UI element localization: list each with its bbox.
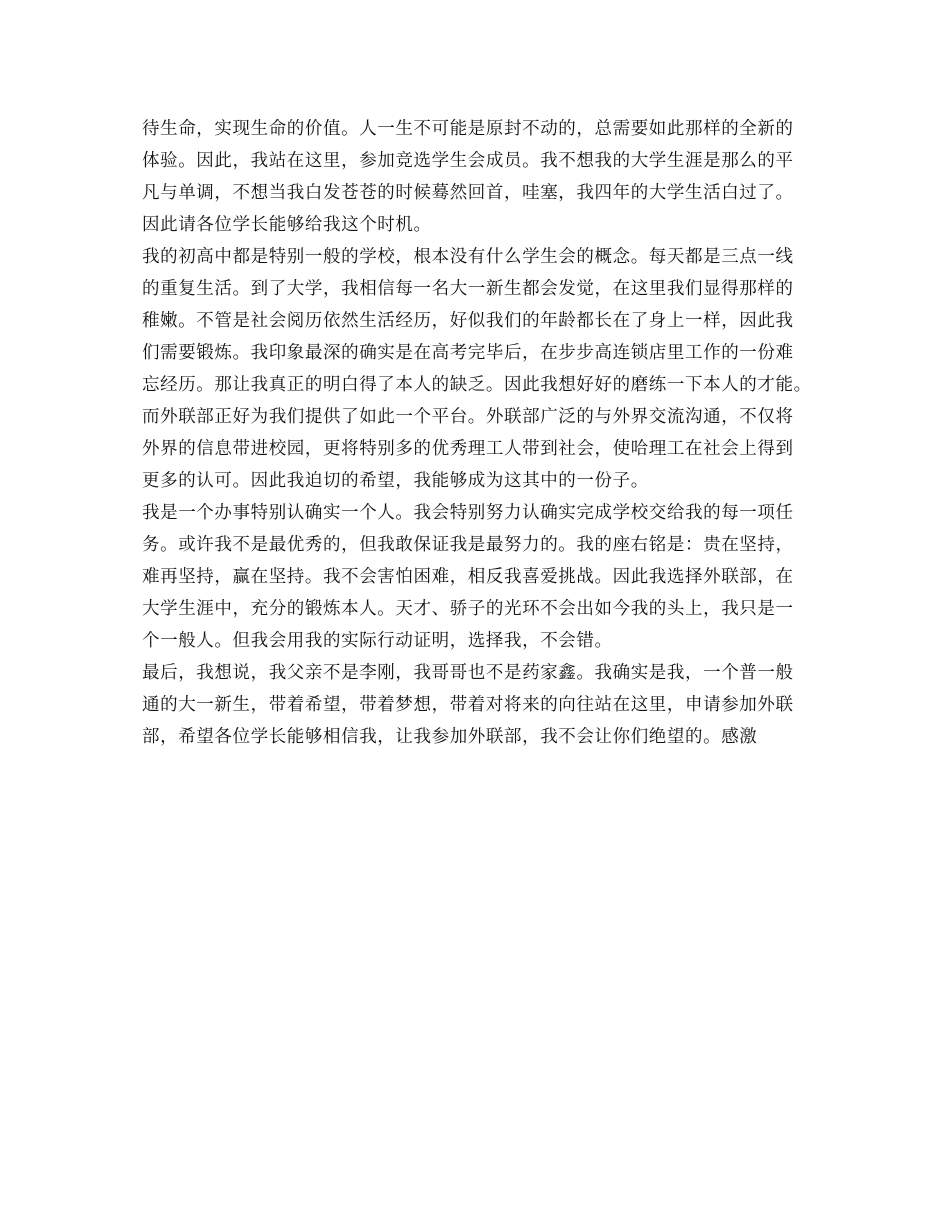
text-line: 最后，我想说，我父亲不是李刚，我哥哥也不是药家鑫。我确实是我，一个普一般 [142, 663, 794, 683]
text-line: 我是一个办事特别认确实一个人。我会特别努力认确实完成学校交给我的每一项任 [142, 503, 794, 523]
text-line: 通的大一新生，带着希望，带着梦想，带着对将来的向往站在这里，申请参加外联 [142, 695, 794, 715]
text-line: 更多的认可。因此我迫切的希望，我能够成为这其中的一份子。 [142, 471, 649, 491]
text-line: 而外联部正好为我们提供了如此一个平台。外联部广泛的与外界交流沟通，不仅将 [142, 407, 794, 427]
text-line: 们需要锻炼。我印象最深的确实是在高考完毕后，在步步高连锁店里工作的一份难 [142, 343, 794, 363]
text-line: 的重复生活。到了大学，我相信每一名大一新生都会发觉，在这里我们显得那样的 [142, 279, 794, 299]
text-line: 我的初高中都是特别一般的学校，根本没有什么学生会的概念。每天都是三点一线 [142, 247, 794, 267]
text-line: 外界的信息带进校园，更将特别多的优秀理工人带到社会，使哈理工在社会上得到 [142, 439, 794, 459]
text-line: 待生命，实现生命的价值。人一生不可能是原封不动的，总需要如此那样的全新的 [142, 119, 794, 139]
text-line: 凡与单调，不想当我白发苍苍的时候蓦然回首，哇塞，我四年的大学生活白过了。 [142, 183, 794, 203]
text-line: 部，希望各位学长能够相信我，让我参加外联部，我不会让你们绝望的。感激 [142, 727, 758, 747]
text-line: 稚嫩。不管是社会阅历依然生活经历，好似我们的年龄都长在了身上一样，因此我 [142, 311, 794, 331]
document-body [142, 113, 822, 753]
text-line: 难再坚持，赢在坚持。我不会害怕困难，相反我喜爱挑战。因此我选择外联部，在 [142, 567, 794, 587]
text-line: 务。或许我不是最优秀的，但我敢保证我是最努力的。我的座右铭是：贵在坚持， [142, 535, 794, 555]
text-line: 个一般人。但我会用我的实际行动证明，选择我，不会错。 [142, 631, 613, 651]
text-line: 因此请各位学长能够给我这个时机。 [142, 215, 432, 235]
text-line: 体验。因此，我站在这里，参加竞选学生会成员。我不想我的大学生涯是那么的平 [142, 151, 794, 171]
text-line: 大学生涯中，充分的锻炼本人。天才、骄子的光环不会出如今我的头上，我只是一 [142, 599, 794, 619]
text-line: 忘经历。那让我真正的明白得了本人的缺乏。因此我想好好的磨练一下本人的才能。 [142, 375, 812, 395]
